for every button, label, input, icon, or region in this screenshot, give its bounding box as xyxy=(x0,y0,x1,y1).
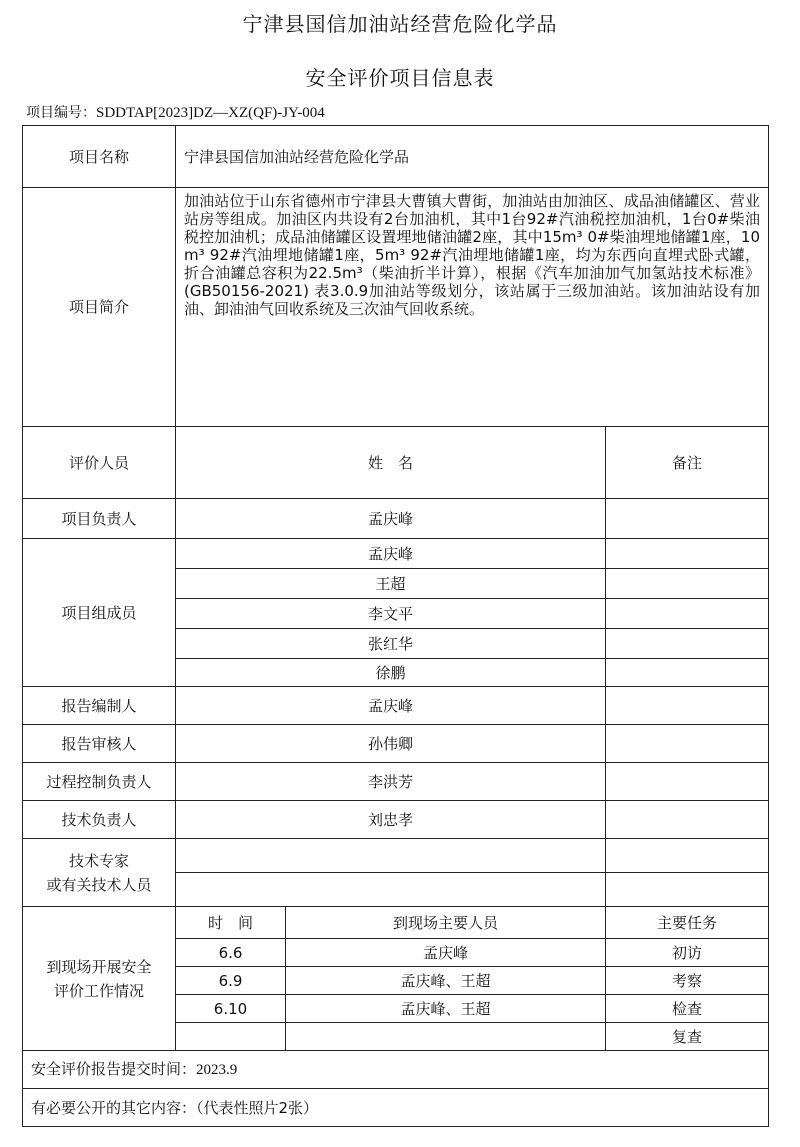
site-time: 6.9 xyxy=(176,967,286,995)
remark-cell xyxy=(606,629,769,659)
table-row xyxy=(23,539,769,569)
table-row xyxy=(23,1051,769,1089)
submit-time-value: 2023.9 xyxy=(196,1062,238,1078)
site-work-label-line2: 评价工作情况 xyxy=(53,981,144,1000)
member-name: 徐鹏 xyxy=(176,659,606,687)
compiler-name: 孟庆峰 xyxy=(176,687,606,725)
project-number-value: SDDTAP[2023]DZ—XZ(QF)-JY-004 xyxy=(96,105,325,121)
project-number xyxy=(26,102,325,122)
col-task: 主要任务 xyxy=(606,907,769,939)
remark-cell xyxy=(606,599,769,629)
remark-cell xyxy=(606,659,769,687)
site-time xyxy=(176,1023,286,1051)
table-row xyxy=(23,687,769,725)
remark-cell xyxy=(606,801,769,839)
site-people: 孟庆峰 xyxy=(286,939,606,967)
site-task: 考察 xyxy=(606,967,769,995)
experts-label xyxy=(23,839,176,907)
col-time: 时 间 xyxy=(176,907,286,939)
members-label: 项目组成员 xyxy=(23,539,176,687)
project-number-label: 项目编号： xyxy=(26,105,96,121)
site-work-label xyxy=(23,907,176,1051)
expert-name xyxy=(176,839,606,873)
site-task: 初访 xyxy=(606,939,769,967)
document-title-line1: 宁津县国信加油站经营危险化学品 xyxy=(242,12,558,36)
table-row xyxy=(23,126,769,188)
remark-cell xyxy=(606,539,769,569)
reviewer-label: 报告审核人 xyxy=(23,725,176,763)
table-row xyxy=(23,427,769,499)
expert-name xyxy=(176,873,606,907)
table-row xyxy=(23,188,769,427)
remark-cell xyxy=(606,873,769,907)
document-title-line2: 安全评价项目信息表 xyxy=(305,66,495,90)
reviewer-name: 孙伟卿 xyxy=(176,725,606,763)
table-row xyxy=(23,725,769,763)
member-name: 王超 xyxy=(176,569,606,599)
col-people: 到现场主要人员 xyxy=(286,907,606,939)
experts-label-line1: 技术专家 xyxy=(68,851,129,870)
info-table xyxy=(22,125,769,1127)
remark-cell xyxy=(606,499,769,539)
site-people xyxy=(286,1023,606,1051)
table-row xyxy=(23,763,769,801)
site-task: 检查 xyxy=(606,995,769,1023)
member-name: 李文平 xyxy=(176,599,606,629)
site-people: 孟庆峰、王超 xyxy=(286,967,606,995)
table-row xyxy=(23,907,769,939)
other-content: 有必要公开的其它内容：（代表性照片2张） xyxy=(23,1089,769,1127)
submit-time-label: 安全评价报告提交时间： xyxy=(31,1060,197,1078)
remark-cell xyxy=(606,687,769,725)
header-remark: 备注 xyxy=(606,427,769,499)
remark-cell xyxy=(606,839,769,873)
remark-cell xyxy=(606,763,769,801)
project-intro-label: 项目简介 xyxy=(23,188,176,427)
site-time: 6.10 xyxy=(176,995,286,1023)
table-row xyxy=(23,839,769,873)
site-task: 复查 xyxy=(606,1023,769,1051)
table-row xyxy=(23,1089,769,1127)
site-people: 孟庆峰、王超 xyxy=(286,995,606,1023)
compiler-label: 报告编制人 xyxy=(23,687,176,725)
process-label: 过程控制负责人 xyxy=(23,763,176,801)
member-name: 张红华 xyxy=(176,629,606,659)
project-name-value: 宁津县国信加油站经营危险化学品 xyxy=(176,126,769,188)
process-name: 李洪芳 xyxy=(176,763,606,801)
project-intro-text: 加油站位于山东省德州市宁津县大曹镇大曹街，加油站由加油区、成品油储罐区、营业站房等组成。加油区内共设有2台加油机，其中1台92#汽油税控加油机，1台0#柴油税控加油机；成品油储罐区设置埋地储油罐2座，其中15m³ 0#柴油埋地储罐1座，10 m³ 92#汽油埋地储罐1座，5m³ 92#汽油埋地储罐1座，均为东西向直埋式卧式罐，折合油罐总容积为22.5m³（柴油折半计算），根据《汽车加油加气加氢站技术标准》(GB50156-2021) 表3.0.9加油站等级划分，该站属于三级加油站。该加油站设有加油、卸油油气回收系统及三次油气回收系统。 xyxy=(176,188,769,427)
site-work-label-line1: 到现场开展安全 xyxy=(46,957,152,976)
remark-cell xyxy=(606,569,769,599)
experts-label-line2: 或有关技术人员 xyxy=(46,875,152,894)
leader-name: 孟庆峰 xyxy=(176,499,606,539)
leader-label: 项目负责人 xyxy=(23,499,176,539)
table-row xyxy=(23,801,769,839)
member-name: 孟庆峰 xyxy=(176,539,606,569)
project-name-label: 项目名称 xyxy=(23,126,176,188)
header-name: 姓 名 xyxy=(176,427,606,499)
table-row xyxy=(23,499,769,539)
tech-name: 刘忠孝 xyxy=(176,801,606,839)
header-role: 评价人员 xyxy=(23,427,176,499)
submit-time-cell xyxy=(23,1051,769,1089)
site-time: 6.6 xyxy=(176,939,286,967)
remark-cell xyxy=(606,725,769,763)
tech-label: 技术负责人 xyxy=(23,801,176,839)
